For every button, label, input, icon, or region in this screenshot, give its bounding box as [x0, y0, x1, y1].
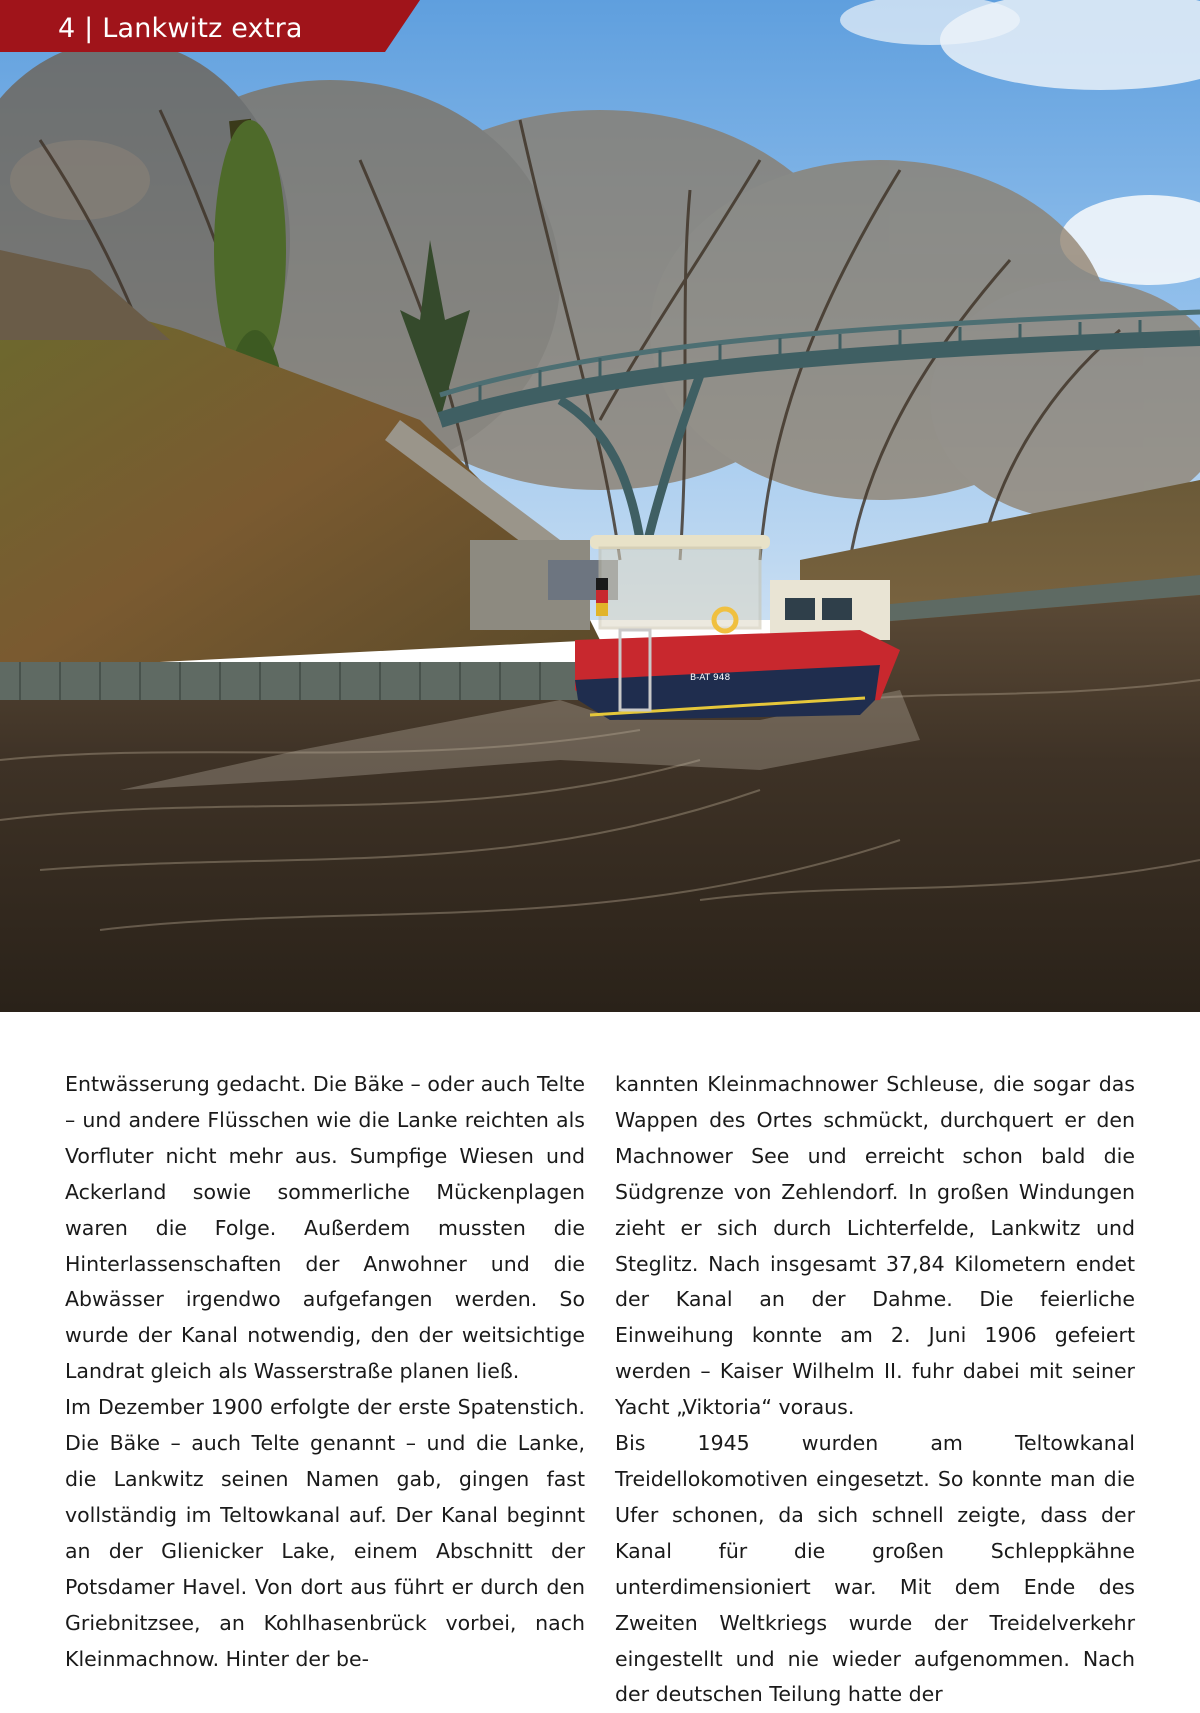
- paragraph: Entwässerung gedacht. Die Bäke – oder auch Telte – und andere Flüsschen wie die Lanke reichten als Vorfluter nicht mehr aus. Sumpfige Wiesen und Ackerland sowie sommerliche Mückenplagen waren die Folge. Außerdem mussten die Hinterlassenschaften der Anwohner und die Abwässer irgendwo aufgefangen werden. So wurde der Kanal notwendig, den der weitsichtige Landrat gleich als Wasserstraße planen ließ.: [65, 1072, 585, 1384]
- boat-registration-text: B-AT 948: [690, 673, 731, 683]
- article-column-left: [65, 1067, 585, 1677]
- article-body: [0, 1067, 1200, 1707]
- article-column-right: [615, 1067, 1135, 1713]
- paragraph: Bis 1945 wurden am Teltowkanal Treidellokomotiven eingesetzt. So konnte man die Ufer schonen, da sich schnell zeigte, dass der Kanal für die großen Schleppkähne unterdimensioniert war. Mit dem Ende des Zweiten Weltkriegs wurde der Treidelverkehr eingestellt und nie wieder aufgenommen. Nach der deutschen Teilung hatte der: [615, 1431, 1135, 1707]
- section-header-tab: [0, 0, 420, 62]
- page-label: 4 | Lankwitz extra: [58, 13, 303, 44]
- paragraph: kannten Kleinmachnower Schleuse, die sogar das Wappen des Ortes schmückt, durchquert er den Machnower See und erreicht schon bald die Südgrenze von Zehlendorf. In großen Windungen zieht er sich durch Lichterfelde, Lankwitz und Steglitz. Nach insgesamt 37,84 Kilometern endet der Kanal an der Dahme. Die feierliche Einweihung konnte am 2. Juni 1906 gefeiert werden – Kaiser Wilhelm II. fuhr dabei mit seiner Yacht „Viktoria“ voraus.: [615, 1072, 1135, 1420]
- paragraph: Im Dezember 1900 erfolgte der erste Spatenstich. Die Bäke – auch Telte genannt – und die Lanke, die Lankwitz seinen Namen gab, gingen fast vollständig im Teltowkanal auf. Der Kanal beginnt an der Glienicker Lake, einem Abschnitt der Potsdamer Havel. Von dort aus führt er durch den Griebnitzsee, an Kohlhasenbrück vorbei, nach Kleinmachnow. Hinter der be-: [65, 1395, 585, 1671]
